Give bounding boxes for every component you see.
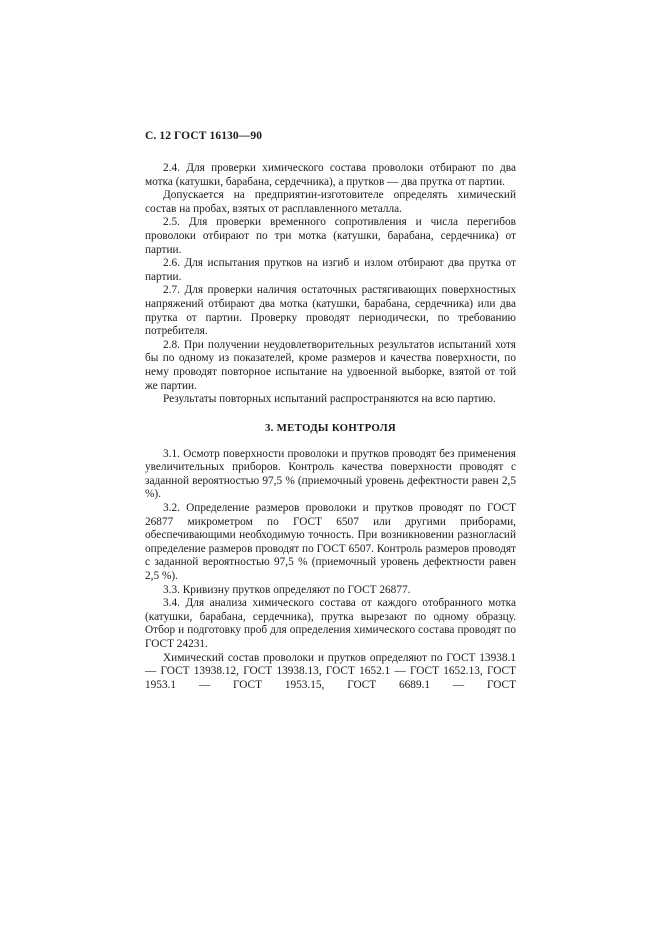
paragraph-2-4: 2.4. Для проверки химического состава проволоки отбирают по два мотка (катушки, барабана, сердечника), а прутков — два прутка от партии. bbox=[145, 162, 516, 188]
running-header: С. 12 ГОСТ 16130—90 bbox=[145, 130, 263, 142]
paragraph-3-3: 3.3. Кривизну прутков определяют по ГОСТ 26877. bbox=[163, 583, 411, 596]
paragraph-2-4-note: Допускается на предприятии-изготовителе определять химический состав на пробах, взятых от расплавленного металла. bbox=[145, 189, 516, 215]
paragraph-3-2: 3.2. Определение размеров проволоки и прутков проводят по ГОСТ 26877 микрометром по ГОСТ 6507 или другими приборами, обеспечивающими необходимую точность. При возникновении разногласий определение размеров проводят по ГОСТ 6507. Контроль размеров проводят с заданной вероятностью 97,5 % (приемочный уровень дефектности равен 2,5 %). bbox=[145, 502, 516, 583]
paragraph-2-8: 2.8. При получении неудовлетворительных результатов испытаний хотя бы по одному из показателей, кроме размеров и качества поверхности, по нему проводят повторное испытание на удвоенной выборке, взятой от той же партии. bbox=[145, 338, 516, 392]
paragraph-2-7: 2.7. Для проверки наличия остаточных растягивающих поверхностных напряжений отбирают два мотка (катушки, барабана, сердечника) или два прутка от партии. Проверку проводят периодически, по требованию потребителя. bbox=[145, 284, 516, 338]
paragraph-2-6: 2.6. Для испытания прутков на изгиб и излом отбирают два прутка от партии. bbox=[145, 257, 516, 283]
section-2-continuation bbox=[145, 162, 516, 407]
paragraph-3-4-methods: Химический состав проволоки и прутков определяют по ГОСТ 13938.1 — ГОСТ 13938.12, ГОСТ 13938.13, ГОСТ 1652.1 — ГОСТ 1652.13, ГОСТ 1953.1 — ГОСТ 1953.15, ГОСТ 6689.1 — ГОСТ bbox=[145, 651, 516, 691]
paragraph-2-5: 2.5. Для проверки временного сопротивления и числа перегибов проволоки отбирают по три мотка (катушки, барабана, сердечника) от партии. bbox=[145, 216, 516, 256]
section-3-title: 3. МЕТОДЫ КОНТРОЛЯ bbox=[264, 421, 397, 434]
page-content bbox=[145, 129, 516, 692]
paragraph-2-8-note: Результаты повторных испытаний распространяются на всю партию. bbox=[163, 393, 496, 406]
section-3-body bbox=[145, 448, 516, 693]
paragraph-3-4: 3.4. Для анализа химического состава от каждого отобранного мотка (катушки, барабана, сердечника), прутка вырезают по одному образцу. Отбор и подготовку проб для определения химического состава проводят по ГОСТ 24231. bbox=[145, 597, 516, 650]
paragraph-3-1: 3.1. Осмотр поверхности проволоки и прутков проводят без применения увеличительных приборов. Контроль качества поверхности проводят с заданной вероятностью 97,5 % (приемочный уровень дефектности равен 2,5 %). bbox=[145, 447, 516, 501]
